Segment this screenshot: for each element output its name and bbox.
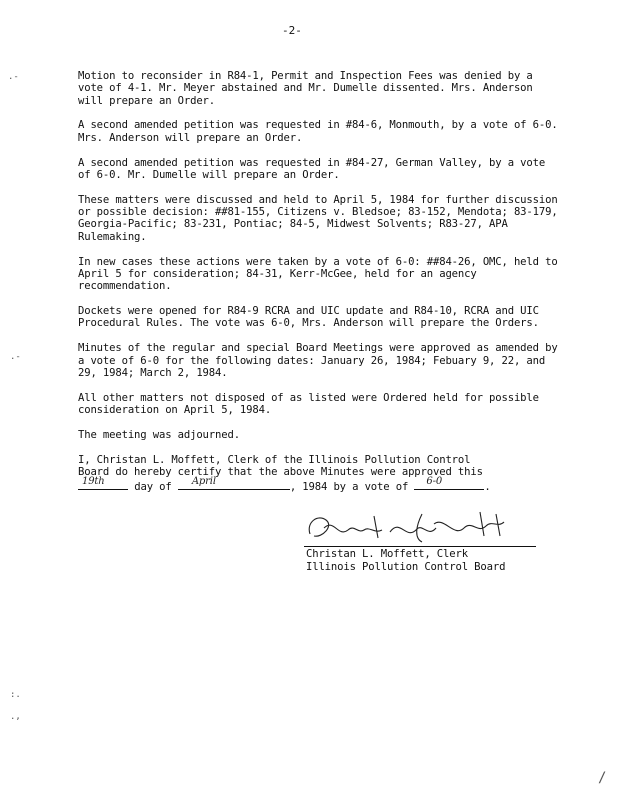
page-number: -2-: [282, 24, 302, 37]
signer-title: Illinois Pollution Control Board: [306, 561, 506, 573]
paragraph-held-matters: These matters were discussed and held to April 5, 1984 for further discussion or possible decision: ##81-155, Citizens v. Bledsoe; 83-152, Mendota; 83-179, Georgia-Pacific; 83-231, Pontiac; 84-5, Midwest Solvents; R83-27, APA Rulemaking.: [78, 193, 558, 243]
signature-block: [304, 508, 564, 572]
day-handwritten: 19th: [82, 476, 105, 488]
margin-mark: .-: [10, 352, 21, 362]
day-blank: [78, 478, 128, 490]
certification-line-3: 19th day of April , 1984 by a vote of 6-0 .: [78, 478, 558, 493]
signature-line: [304, 546, 536, 547]
certification-line-2: Board do hereby certify that the above Minutes were approved this: [78, 466, 483, 479]
paragraph-reconsider-r84-1: Motion to reconsider in R84-1, Permit and Inspection Fees was denied by a vote of 4-1. Mr. Meyer abstained and Mr. Dumelle dissented. Mrs. Anderson will prepare an Order.: [78, 70, 533, 107]
vote-blank: [414, 478, 484, 490]
certification-block: [78, 454, 558, 494]
minutes-body: [78, 70, 558, 494]
month-blank: [178, 478, 290, 490]
signer-name: Christan L. Moffett, Clerk: [306, 548, 468, 560]
month-handwritten: April: [191, 476, 216, 488]
paragraph-new-cases: In new cases these actions were taken by a vote of 6-0: ##84-26, OMC, held to April 5 for consideration; 84-31, Kerr-McGee, held for an agency recommendation.: [78, 255, 558, 293]
paragraph-dockets-opened: Dockets were opened for R84-9 RCRA and UIC update and R84-10, RCRA and UIC Procedural Rules. The vote was 6-0, Mrs. Anderson will prepare the Orders.: [78, 305, 539, 330]
paragraph-minutes-approved: Minutes of the regular and special Board Meetings were approved as amended by a vote of 6-0 for the following dates: January 26, 1984; Febuary 9, 22, and 29, 1984; March 2, 1984.: [78, 342, 558, 379]
margin-mark: /: [598, 770, 607, 786]
paragraph-adjourned: The meeting was adjourned.: [78, 428, 240, 441]
day-of-label: day of: [134, 481, 172, 494]
handwritten-signature: [304, 508, 544, 548]
paragraph-german-valley: A second amended petition was requested in #84-27, German Valley, by a vote of 6-0. Mr. Dumelle will prepare an Order.: [78, 156, 546, 181]
certification-line-1: I, Christan L. Moffett, Clerk of the Illinois Pollution Control: [78, 453, 471, 466]
margin-mark: .-: [8, 72, 19, 82]
margin-mark: :.: [10, 690, 21, 700]
vote-handwritten: 6-0: [426, 476, 443, 488]
year-text: , 1984 by a vote of: [289, 481, 409, 494]
paragraph-monmouth: A second amended petition was requested in #84-6, Monmouth, by a vote of 6-0. Mrs. Anderson will prepare an Order.: [78, 119, 558, 144]
margin-mark: .,: [10, 712, 21, 722]
paragraph-other-matters: All other matters not disposed of as listed were Ordered held for possible consideration on April 5, 1984.: [78, 391, 539, 417]
